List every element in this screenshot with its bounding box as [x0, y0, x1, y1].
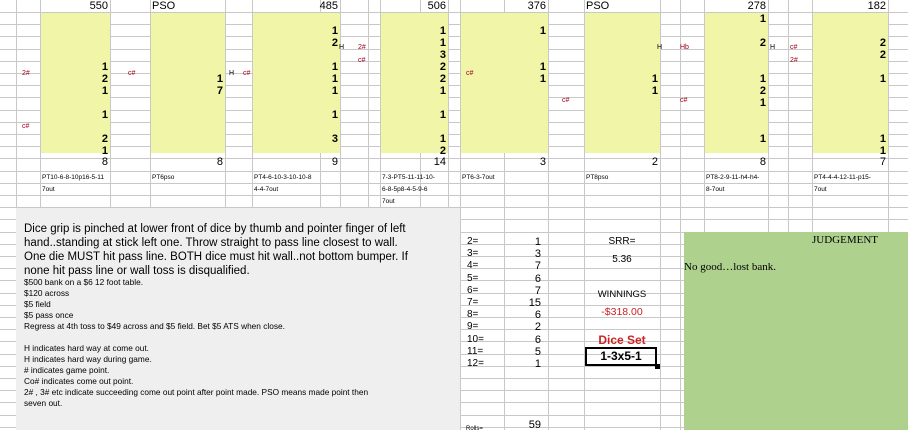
rolls-total-value[interactable]: 59	[528, 419, 541, 430]
roll-cell[interactable]: 1	[651, 73, 658, 85]
bet-marker: c#	[128, 70, 136, 77]
note-line: One die MUST hit pass line. BOTH dice must hit wall..not bottom bumper. If	[24, 251, 408, 263]
roll-count[interactable]: 8	[101, 156, 108, 168]
column-header[interactable]: 278	[747, 0, 766, 12]
roll-cell[interactable]: 7	[216, 85, 223, 97]
column-header[interactable]: PSO	[152, 0, 176, 12]
winnings-value[interactable]: -$318.00	[601, 306, 643, 318]
column-header[interactable]: 182	[867, 0, 886, 12]
roll-cell[interactable]: 1	[759, 73, 766, 85]
bet-marker: Hb	[680, 44, 689, 51]
winnings-label: WINNINGS	[597, 289, 647, 300]
note-line: $120 across	[24, 288, 70, 298]
bet-marker: c#	[22, 123, 30, 130]
roll-count[interactable]: 9	[331, 156, 338, 168]
roll-cell[interactable]: 2	[331, 37, 338, 49]
rolls-total-label: Rolls=	[466, 426, 483, 430]
roll-cell[interactable]: 1	[101, 145, 108, 157]
column-header[interactable]: 506	[427, 0, 446, 12]
roll-count[interactable]: 2	[651, 156, 658, 168]
roll-sum-label: 7=	[467, 297, 479, 308]
roll-cell[interactable]: 1	[539, 61, 546, 73]
roll-sum-count[interactable]: 6	[534, 272, 541, 285]
note-line: none hit pass line or wall toss is disqualified.	[24, 265, 250, 277]
judgement-title: JUDGEMENT	[812, 234, 878, 246]
roll-cell[interactable]: 1	[879, 133, 886, 145]
roll-sum-count[interactable]: 5	[534, 345, 541, 358]
bet-marker: H	[770, 44, 776, 51]
column-header[interactable]: 550	[89, 0, 108, 12]
roll-cell[interactable]: 2	[101, 73, 108, 85]
roll-count[interactable]: 8	[216, 156, 223, 168]
roll-cell[interactable]: 2	[879, 37, 886, 49]
roll-cell[interactable]: 2	[439, 61, 446, 73]
roll-sum-label: 10=	[467, 333, 484, 345]
roll-cell[interactable]: 1	[331, 85, 338, 97]
roll-sum-count[interactable]: 7	[534, 284, 541, 297]
roll-sum-count[interactable]: 1	[534, 358, 541, 370]
roll-sum-count[interactable]: 6	[534, 333, 541, 346]
bet-marker: c#	[790, 44, 798, 51]
note-line: $500 bank on a $6 12 foot table.	[24, 277, 144, 287]
bet-marker: c#	[466, 70, 474, 77]
roll-sum-label: 11=	[467, 345, 484, 357]
roll-sum-label: 5=	[467, 272, 479, 284]
roll-cell[interactable]: 1	[439, 85, 446, 97]
roll-sum-count[interactable]: 6	[534, 309, 541, 322]
point-sequence[interactable]: 4‑4‑7out	[254, 186, 279, 193]
note-line: # indicates game point.	[24, 365, 110, 375]
roll-cell[interactable]: 1	[439, 37, 446, 49]
roll-cell[interactable]: 1	[101, 109, 108, 121]
roll-cell[interactable]: 1	[439, 25, 446, 37]
point-sequence[interactable]: 7‑3‑PT5‑11‑11‑10‑	[382, 174, 435, 181]
bet-marker: 2#	[790, 57, 798, 64]
roll-sum-label: 3=	[467, 248, 479, 260]
notes-panel[interactable]	[16, 208, 460, 430]
point-sequence[interactable]: PT4‑6‑10‑3‑10‑10‑8	[254, 174, 312, 181]
point-sequence[interactable]: 7out	[42, 186, 55, 193]
roll-count[interactable]: 7	[879, 156, 886, 168]
roll-cell[interactable]: 2	[879, 49, 886, 61]
roll-cell[interactable]: 1	[879, 145, 886, 157]
bet-marker: c#	[243, 70, 251, 77]
roll-cell[interactable]: 1	[331, 25, 338, 37]
dice-set-label: Dice Set	[598, 333, 646, 347]
bet-marker: c#	[562, 97, 570, 104]
note-line: hand..standing at stick left one. Throw straight to pass line closest to wall.	[24, 237, 398, 249]
roll-cell[interactable]: 1	[879, 73, 886, 85]
roll-sum-count[interactable]: 15	[528, 297, 541, 309]
point-sequence[interactable]: 7out	[814, 186, 827, 193]
bet-marker: H	[657, 44, 663, 51]
roll-cell[interactable]: 1	[759, 97, 766, 109]
note-line: $5 field	[24, 299, 51, 309]
roll-count[interactable]: 14	[433, 156, 446, 168]
roll-cell[interactable]: 1	[439, 133, 446, 145]
note-line: seven out.	[24, 398, 63, 408]
roll-count[interactable]: 3	[539, 156, 546, 168]
roll-sum-label: 8=	[467, 309, 479, 321]
roll-sum-count[interactable]: 1	[534, 236, 541, 248]
bet-marker: H	[229, 70, 235, 77]
roll-cell[interactable]: 1	[539, 25, 546, 37]
note-line: Dice grip is pinched at lower front of dice by thumb and pointer finger of left	[24, 223, 406, 235]
roll-cell[interactable]: 1	[439, 109, 446, 121]
bet-marker: 2#	[358, 44, 366, 51]
roll-cell[interactable]: 3	[439, 49, 446, 61]
roll-cell[interactable]: 1	[759, 13, 766, 25]
srr-value[interactable]: 5.36	[612, 254, 632, 265]
point-sequence[interactable]: PT10-6-8-10p16-5-11	[42, 174, 105, 181]
column-header[interactable]: 376	[527, 0, 546, 12]
roll-cell[interactable]: 1	[101, 61, 108, 73]
point-sequence[interactable]: 8‑7out	[706, 186, 725, 193]
roll-sum-label: 9=	[467, 321, 479, 333]
bet-marker: c#	[358, 57, 366, 64]
roll-sum-label: 12=	[467, 358, 484, 369]
roll-sum-count[interactable]: 3	[534, 248, 541, 261]
roll-sum-count[interactable]: 2	[534, 321, 541, 334]
judgement-text: No good…lost bank.	[684, 261, 776, 273]
roll-sum-label: 2=	[467, 236, 479, 247]
note-line: $5 pass once	[24, 310, 74, 320]
column-header[interactable]: PSO	[586, 0, 610, 12]
note-line: Co# indicates come out point.	[24, 376, 134, 386]
note-line: Regress at 4th toss to $49 across and $5 field. Bet $5 ATS when close.	[24, 321, 285, 331]
roll-cell[interactable]: 2	[759, 85, 766, 97]
note-line: 2# , 3# etc indicate succeeding come out point after point made. PSO means made point then	[24, 387, 369, 397]
point-sequence[interactable]: PT4‑4‑4‑12‑11‑p15‑	[814, 174, 871, 181]
point-sequence[interactable]: PT6‑3‑7out	[462, 174, 495, 181]
roll-cell[interactable]: 1	[651, 85, 658, 97]
roll-cell[interactable]: 2	[101, 133, 108, 145]
point-sequence[interactable]: 7out	[382, 198, 395, 205]
point-sequence[interactable]: PT6pso	[152, 174, 175, 181]
roll-cell[interactable]: 1	[539, 73, 546, 85]
point-sequence[interactable]: PT8‑2‑9‑11‑h4‑h4‑	[706, 174, 760, 181]
column-header[interactable]: 485	[319, 0, 338, 12]
roll-sum-label: 6=	[467, 284, 479, 296]
roll-cell[interactable]: 1	[101, 85, 108, 97]
bet-marker: c#	[680, 97, 688, 104]
roll-cell[interactable]: 3	[331, 133, 338, 145]
roll-sum-label: 4=	[467, 260, 479, 272]
roll-cell[interactable]: 2	[439, 145, 446, 157]
roll-cell[interactable]: 2	[439, 73, 446, 85]
roll-sum-count[interactable]: 7	[534, 260, 541, 273]
bet-marker: 2#	[22, 70, 30, 77]
roll-cell[interactable]: 2	[759, 37, 766, 49]
roll-cell[interactable]: 1	[759, 133, 766, 145]
roll-cell[interactable]: 1	[216, 73, 223, 85]
roll-cell[interactable]: 1	[331, 73, 338, 85]
dice-set-cell[interactable]: 1-3x5-1	[585, 347, 657, 366]
point-sequence[interactable]: 6‑8‑5p8‑4‑5‑9‑6	[382, 186, 428, 193]
note-line: H indicates hard way at come out.	[24, 343, 149, 353]
roll-cell[interactable]: 1	[331, 61, 338, 73]
judgement-panel[interactable]	[684, 232, 908, 430]
fill-handle[interactable]	[655, 364, 660, 369]
point-sequence[interactable]: PT8pso	[586, 174, 609, 181]
srr-label: SRR=	[608, 236, 636, 247]
roll-cell[interactable]: 1	[331, 109, 338, 121]
roll-count[interactable]: 8	[759, 156, 766, 168]
note-line: H indicates hard way during game.	[24, 354, 152, 364]
bet-marker: H	[339, 44, 345, 51]
